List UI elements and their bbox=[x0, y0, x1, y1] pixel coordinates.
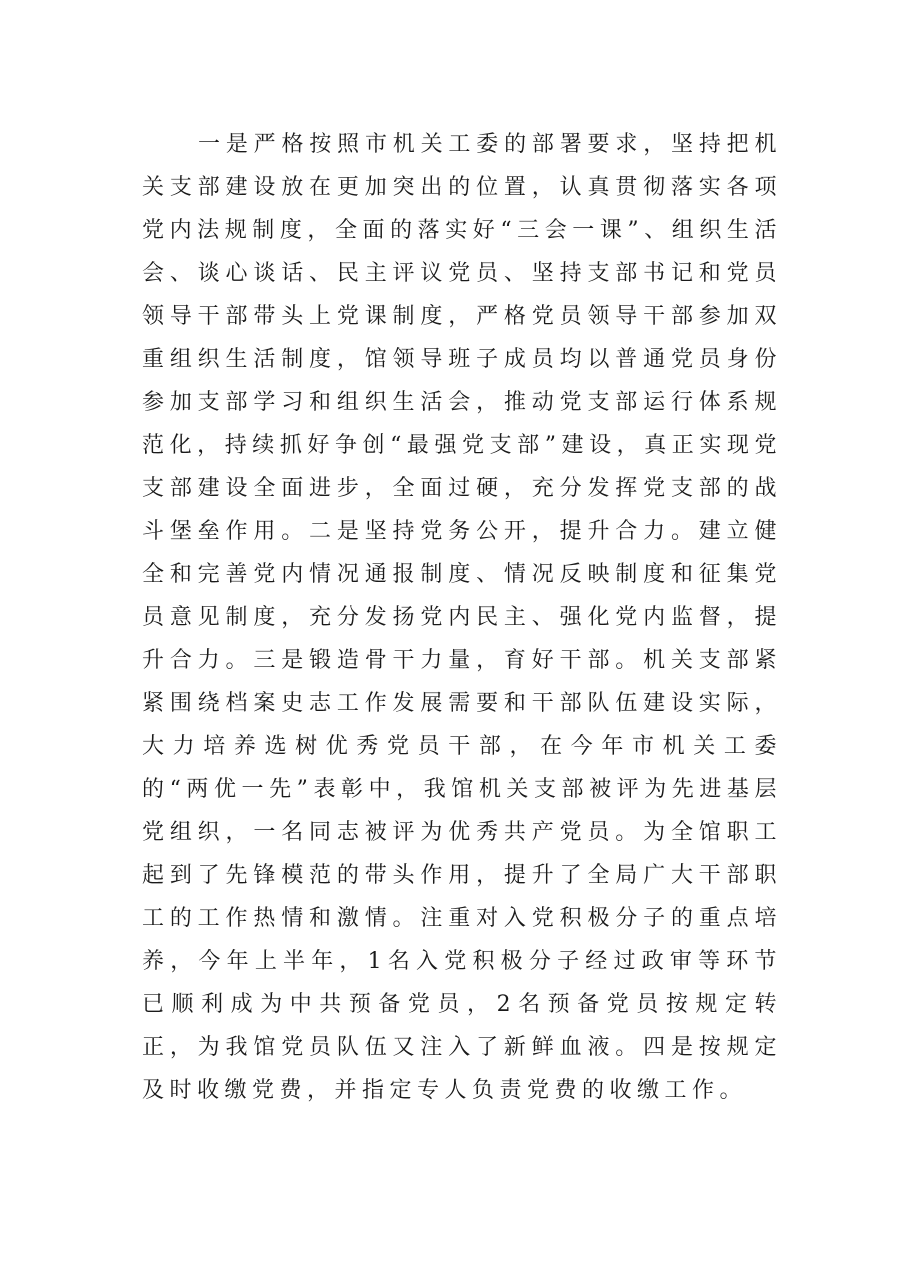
body-paragraph: 一是严格按照市机关工委的部署要求，坚持把机关支部建设放在更加突出的位置，认真贯彻落实各项党内法规制度，全面的落实好“三会一课”、组织生活会、谈心谈话、民主评议党员、坚持支部书记和党员领导干部带头上党课制度，严格党员领导干部参加双重组织生活制度，馆领导班子成员均以普通党员身份参加支部学习和组织生活会，推动党支部运行体系规范化，持续抓好争创“最强党支部”建设，真正实现党支部建设全面进步，全面过硬，充分发挥党支部的战斗堡垒作用。二是坚持党务公开，提升合力。建立健全和完善党内情况通报制度、情况反映制度和征集党员意见制度，充分发扬党内民主、强化党内监督，提升合力。三是锻造骨干力量，育好干部。机关支部紧紧围绕档案史志工作发展需要和干部队伍建设实际，大力培养选树优秀党员干部，在今年市机关工委的“两优一先”表彰中，我馆机关支部被评为先进基层党组织，一名同志被评为优秀共产党员。为全馆职工起到了先锋模范的带头作用，提升了全局广大干部职工的工作热情和激情。注重对入党积极分子的重点培养，今年上半年，1名入党积极分子经过政审等环节已顺利成为中共预备党员，2名预备党员按规定转正，为我馆党员队伍又注入了新鲜血液。四是按规定及时收缴党费，并指定专人负责党费的收缴工作。 bbox=[142, 132, 782, 1103]
